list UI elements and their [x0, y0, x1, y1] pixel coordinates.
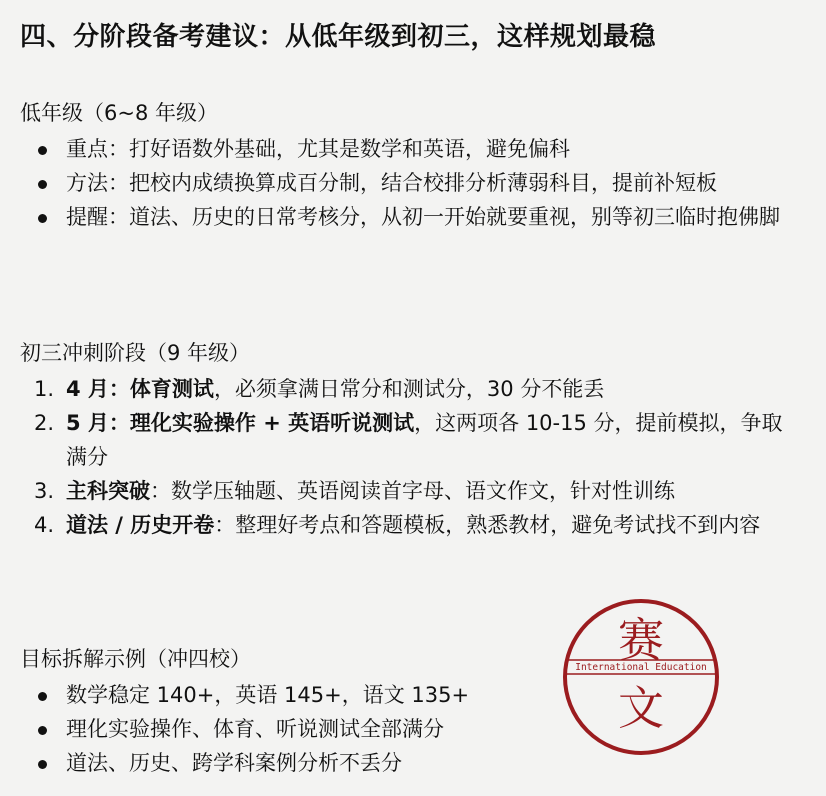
list-item-text: 方法：把校内成绩换算成百分制，结合校排分析薄弱科目，提前补短板 [66, 171, 717, 195]
list-number: 2. [34, 411, 55, 435]
list-item [20, 200, 810, 234]
list-item [20, 508, 810, 542]
list-item [20, 372, 810, 406]
low-grade-section [20, 98, 810, 234]
list-item [20, 166, 810, 200]
bullet-icon [38, 760, 47, 769]
list-item-bold: 5 月：理化实验操作 + 英语听说测试 [66, 411, 415, 435]
list-item [20, 678, 560, 712]
list-item [20, 746, 560, 780]
list-item [20, 712, 560, 746]
list-item-bold: 主科突破 [66, 479, 150, 503]
stamp-band-text: International Education [575, 662, 707, 673]
bullet-icon [38, 146, 47, 155]
target-section [20, 644, 560, 780]
bullet-icon [38, 214, 47, 223]
list-item-text: ，这两项各 10-15 分，提前模拟，争取满分 [66, 411, 783, 469]
list-item-bold: 4 月：体育测试 [66, 377, 214, 401]
list-item-bold: 道法 / 历史开卷 [66, 513, 215, 537]
list-item-text: ，必须拿满日常分和测试分，30 分不能丢 [213, 377, 605, 401]
page-title: 四、分阶段备考建议：从低年级到初三，这样规划最稳 [20, 22, 657, 52]
stamp-char-bottom: 文 [618, 681, 664, 735]
low-grade-list [20, 132, 810, 234]
list-item-text: 理化实验操作、体育、听说测试全部满分 [66, 717, 444, 741]
grade9-section [20, 338, 810, 542]
list-item-text: 数学稳定 140+，英语 145+，语文 135+ [66, 683, 470, 707]
list-item-text: ：数学压轴题、英语阅读首字母、语文作文，针对性训练 [150, 479, 675, 503]
list-item [20, 474, 810, 508]
bullet-icon [38, 726, 47, 735]
list-number: 3. [34, 479, 55, 503]
stamp-watermark [562, 598, 720, 756]
stamp-char-top: 赛 [618, 613, 664, 667]
list-item [20, 132, 810, 166]
list-number: 4. [34, 513, 55, 537]
bullet-icon [38, 692, 47, 701]
list-item [20, 406, 810, 474]
list-item-text: 提醒：道法、历史的日常考核分，从初一开始就要重视，别等初三临时抱佛脚 [66, 205, 780, 229]
target-heading: 目标拆解示例（冲四校） [20, 647, 251, 671]
grade9-list [20, 372, 810, 542]
low-grade-heading: 低年级（6~8 年级） [20, 101, 218, 125]
list-item-text: 重点：打好语数外基础，尤其是数学和英语，避免偏科 [66, 137, 570, 161]
list-number: 1. [34, 377, 55, 401]
target-list [20, 678, 560, 780]
grade9-heading: 初三冲刺阶段（9 年级） [20, 341, 251, 365]
bullet-icon [38, 180, 47, 189]
list-item-text: ：整理好考点和答题模板，熟悉教材，避免考试找不到内容 [214, 513, 761, 537]
list-item-text: 道法、历史、跨学科案例分析不丢分 [66, 751, 402, 775]
